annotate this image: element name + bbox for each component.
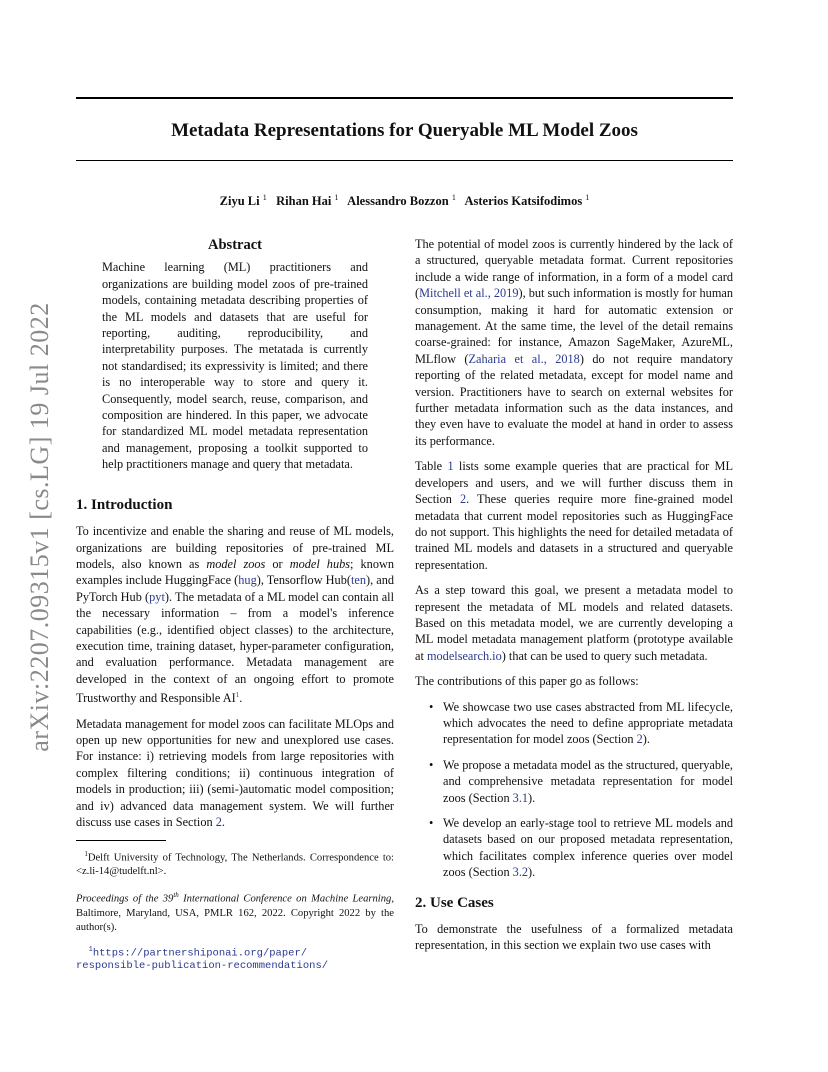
intro-paragraph-2: Metadata management for model zoos can facilitate MLOps and open up new opportunities for new and unexplored use cases. For instance: i) retrieving models from large repositories with complex filtering conditions; ii) continuous integration of models in production; iii) (semi-)automatic model composition; and iv) advanced data management system. We will further discuss use cases in Section 2. [76,716,394,830]
footnote-url-link[interactable]: https://partnershiponai.org/paper/ [92,947,308,960]
intro-paragraph-1: To incentivize and enable the sharing and reuse of ML models, organizations are building repositories of pre-trained ML models, also known as model zoos or model hubs; known examples include HuggingFace (hug), Tensorflow Hub(ten), and PyTorch Hub (pyt). The metadata of a ML model can contain all the necessary information – from a model's inference capabilities (e.g., identified object classes) to the architecture, execution time, training dataset, hyper-parameter configuration, and evaluation performance. Metadata management are developed in the context of an ongoing effort to promote Trustworthy and Responsible $AI^1$. [76,524,395,706]
section-heading-use-cases: 2. Use Cases [415,894,494,911]
footnote-url-link[interactable]: responsible-publication-recommendations/ [76,960,329,973]
affiliation-mark: 1 [585,193,590,202]
citation-link[interactable]: pyt [149,589,165,604]
author: Ziyu Li [219,194,260,209]
section-link[interactable]: 3.1 [512,790,529,805]
author: Asterios Katsifodimos [464,194,583,209]
title-rule-top [76,97,733,99]
citation-link[interactable]: hug [238,573,257,588]
list-item: • We showcase two use cases abstracted from ML lifecycle, which advocates the need to define appropriate metadata representation for model zoos (Section 2). [443,699,733,748]
right-column [415,236,733,963]
author: Rihan Hai [276,194,332,209]
affiliation-mark: 1 [262,193,267,202]
body-paragraph: The contributions of this paper go as follows: [415,674,639,689]
affiliation-footnote: $^1$Delft University of Technology, The Netherlands. Correspondence to: <z.li-14@tudelft.nl>. [76,849,394,878]
website-link[interactable]: modelsearch.io [426,648,502,663]
url-footnote: $^1$https://partnershiponai.org/paper/ responsible-publication-recommendations/ [76,944,394,974]
section-link[interactable]: 2 [215,815,222,830]
table-link[interactable]: 1 [447,459,454,474]
body-paragraph: As a step toward this goal, we present a metadata model to represent the metadata of ML models and related datasets. Based on this metadata model, we are currently developing a ML model metadata management platform (prototype available at modelsearch.io) that can be used to query such metadata. [415,583,733,663]
affiliation-mark: 1 [334,193,339,202]
left-column [76,236,394,973]
citation-link[interactable]: ten [350,573,366,588]
body-paragraph: Table 1 lists some example queries that are practical for ML developers and users, and we will further discuss them in Section 2. These queries require more fine-grained model metadata that current model repositories such as HuggingFace do not support. This highlights the need for detailed metadata of trained ML models and datasets in a structured and queryable representation. [415,459,733,572]
citation-link[interactable]: Mitchell et al., 2019 [419,286,519,301]
citation-link[interactable]: Zaharia et al., 2018 [468,351,580,366]
author-list [76,193,733,209]
body-paragraph: The potential of model zoos is currently hindered by the lack of a structured, queryable metadata format. Current repositories include a wide range of information, in a form of a model card (Mitchell et al., 2019), but such information is mostly for human consumption, making it hard for automatic extension or management. At the same time, the level of the detail remains coarse-grained: for instance, Amazon SageMaker, AzureML, MLflow (Zaharia et al., 2018) do not require mandatory reporting of the related metadata, except for model name and version. Practitioners have to search on external websites for further metadata information such as the data instances, and they even have to evaluate the model at hand in order to assess its performance. [415,237,734,448]
proceedings-note: Proceedings of the 39th International Conference on Machine Learning, Baltimore, Maryland, USA, PMLR 162, 2022. Copyright 2022 by the author(s). [76,891,394,933]
footnote-rule [76,840,166,841]
contribution-list [415,699,733,881]
section-link[interactable]: 2 [636,732,643,747]
section-link[interactable]: 2 [459,492,467,507]
list-item: • We develop an early-stage tool to retrieve ML models and datasets based on our proposed metadata representation, which facilitates complex inference queries over model zoos (Section 3.2). [443,815,733,881]
title-rule-bottom [76,160,733,161]
list-item: • We propose a metadata model as the structured, queryable, and comprehensive metadata representation for model zoos (Section 3.1). [443,757,733,806]
arxiv-stamp-text: arXiv:2207.09315v1 [cs.LG] 19 Jul 2022 [25,302,54,752]
paper-title: Metadata Representations for Queryable ML Model Zoos [171,120,638,141]
section-link[interactable]: 3.2 [512,865,529,880]
abstract-heading: Abstract [208,237,262,253]
abstract-text: Machine learning (ML) practitioners and organizations are building model zoos of pre-trained models, containing metadata describing properties of the ML models and datasets that are useful for reporting, auditing, reproducibility, and interpretability purposes. The metatada is currently not standardised; its expressivity is limited; and there is no interoperable way to store and query it. Consequently, model search, reuse, comparison, and composition are hindered. In this paper, we advocate for standardized ML model metadata representation and management, proposing a toolkit supported to help practitioners manage and query that metadata. [102,260,368,472]
body-paragraph: To demonstrate the usefulness of a formalized metadata representation, in this section we explain two use cases with [415,922,733,953]
section-heading-introduction: 1. Introduction [76,496,173,513]
author: Alessandro Bozzon [347,194,449,209]
affiliation-mark: 1 [451,193,456,202]
footnote-link[interactable]: 1 [235,691,240,700]
